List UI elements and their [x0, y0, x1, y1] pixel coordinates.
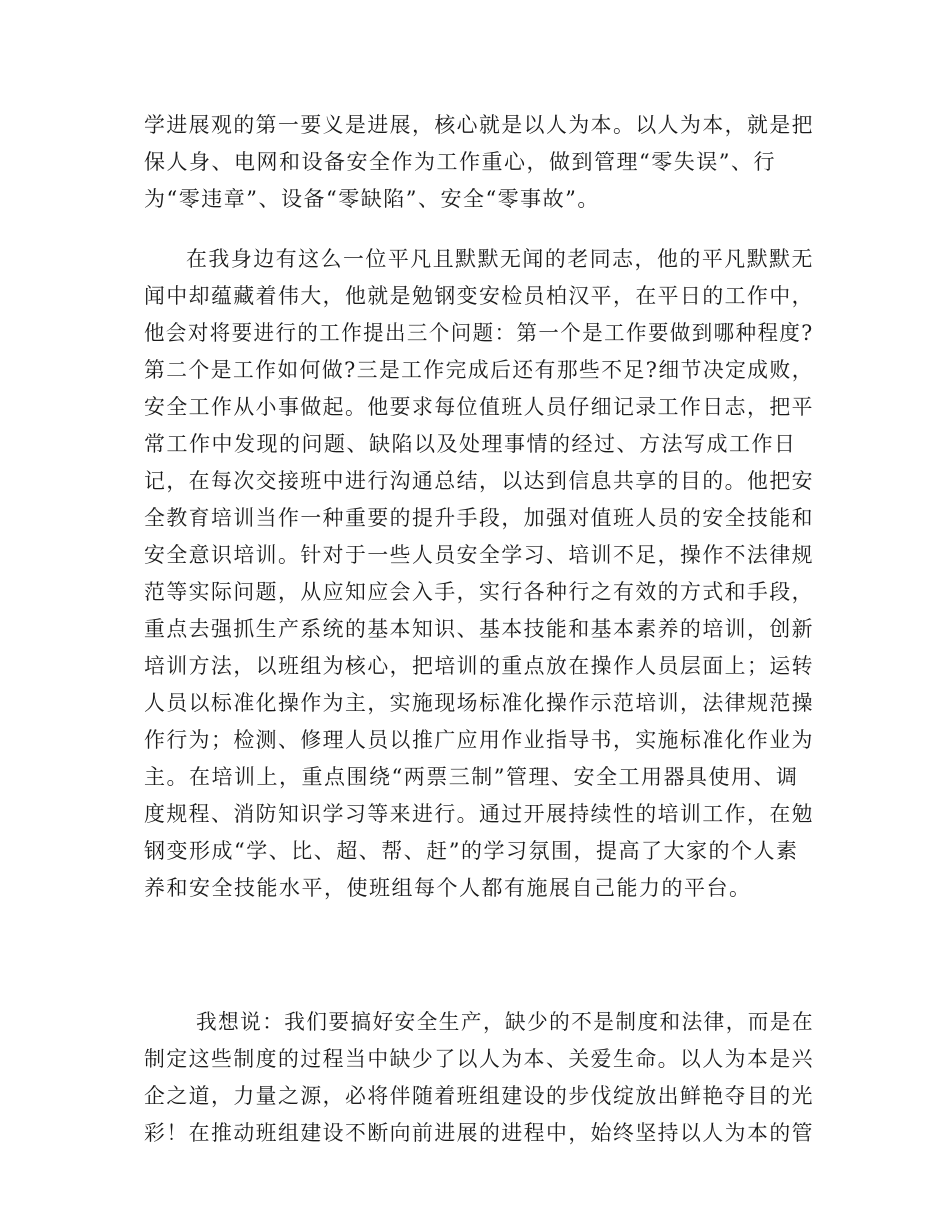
text-line: 培训方法，以班组为核心，把培训的重点放在操作人员层面上；运转	[144, 654, 815, 678]
text-line: 第二个是工作如何做?三是工作完成后还有那些不足?细节决定成败，	[144, 358, 815, 382]
text-line: 闻中却蕴藏着伟大，他就是勉钢变安检员柏汉平，在平日的工作中，	[144, 284, 815, 308]
text-line: 制定这些制度的过程当中缺少了以人为本、关爱生命。以人为本是兴	[144, 1047, 815, 1071]
text-line: 度规程、消防知识学习等来进行。通过开展持续性的培训工作，在勉	[144, 802, 815, 826]
text-line: 人员以标准化操作为主，实施现场标准化操作示范培训，法律规范操	[144, 691, 815, 715]
text-line	[144, 907, 814, 944]
text-line: 记，在每次交接班中进行沟通总结，以达到信息共享的目的。他把安	[144, 469, 815, 493]
document-body	[144, 107, 814, 1152]
paragraph	[144, 241, 814, 981]
text-line: 钢变形成“学、比、超、帮、赶”的学习氛围，提高了大家的个人素	[144, 839, 799, 863]
text-line: 安全工作从小事做起。他要求每位值班人员仔细记录工作日志，把平	[144, 395, 815, 419]
text-line: 常工作中发现的问题、缺陷以及处理事情的经过、方法写成工作日	[144, 432, 797, 456]
paragraph	[144, 1004, 814, 1152]
text-line	[144, 944, 814, 981]
text-line: 企之道，力量之源，必将伴随着班组建设的步伐绽放出鲜艳夺目的光	[144, 1084, 815, 1108]
text-line: 我想说：我们要搞好安全生产，缺少的不是制度和法律，而是在	[196, 1010, 815, 1034]
text-line: 为“零违章”、设备“零缺陷”、安全“零事故”。	[144, 187, 600, 211]
text-line: 作行为；检测、修理人员以推广应用作业指导书，实施标准化作业为	[144, 728, 815, 752]
text-line: 养和安全技能水平，使班组每个人都有施展自己能力的平台。	[144, 876, 752, 900]
paragraph	[144, 107, 814, 218]
text-line: 保人身、电网和设备安全作为工作重心，做到管理“零失误”、行	[144, 150, 776, 174]
text-line: 全教育培训当作一种重要的提升手段，加强对值班人员的安全技能和	[144, 506, 815, 530]
text-line: 彩！在推动班组建设不断向前进展的进程中，始终坚持以人为本的管	[144, 1121, 815, 1145]
text-line: 安全意识培训。针对于一些人员安全学习、培训不足，操作不法律规	[144, 543, 815, 567]
text-line: 重点去强抓生产系统的基本知识、基本技能和基本素养的培训，创新	[144, 617, 815, 641]
text-line: 在我身边有这么一位平凡且默默无闻的老同志，他的平凡默默无	[186, 247, 814, 271]
text-line: 学进展观的第一要义是进展，核心就是以人为本。以人为本，就是把	[144, 113, 815, 137]
text-line: 主。在培训上，重点围绕“两票三制”管理、安全工用器具使用、调	[144, 765, 799, 789]
text-line: 他会对将要进行的工作提出三个问题：第一个是工作要做到哪种程度?	[144, 321, 814, 345]
text-line: 范等实际问题，从应知应会入手，实行各种行之有效的方式和手段，	[144, 580, 815, 604]
